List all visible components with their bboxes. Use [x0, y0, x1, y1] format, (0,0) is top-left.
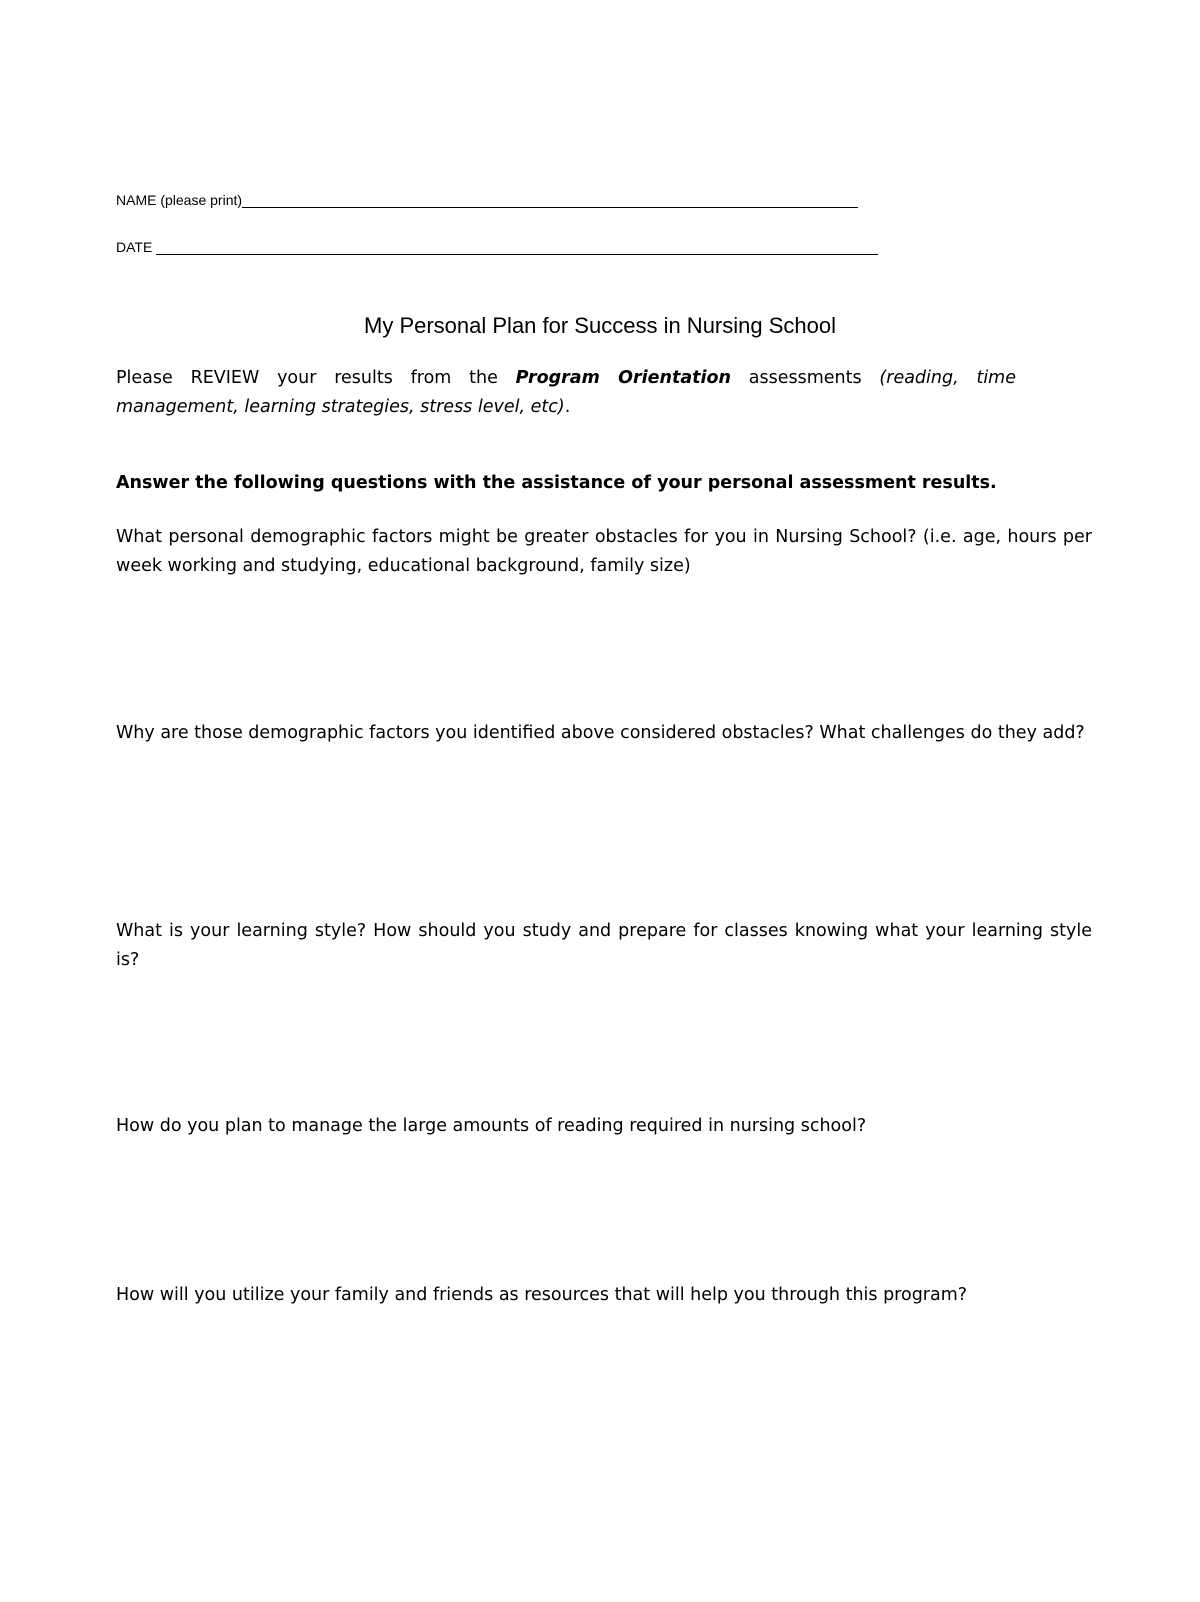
answer-area-4[interactable] — [116, 1145, 1092, 1265]
name-label: NAME (please print) — [116, 192, 243, 208]
answer-area-5[interactable] — [116, 1314, 1092, 1514]
review-instructions — [116, 364, 1016, 422]
answer-area-2[interactable] — [116, 781, 1092, 901]
question-reading-management: How do you plan to manage the large amounts of reading required in nursing school? — [116, 1116, 867, 1136]
question-demographic-obstacles: What personal demographic factors might be greater obstacles for you in Nursing School? (i.e. age, hours per week working and studying, educational background, family size) — [116, 527, 1092, 576]
date-label: DATE — [116, 239, 153, 255]
date-field-row — [116, 239, 878, 255]
answer-area-3[interactable] — [116, 979, 1092, 1099]
question-family-resources: How will you utilize your family and friends as resources that will help you through this program? — [116, 1285, 968, 1305]
review-emphasis: Program Orientation — [515, 368, 731, 388]
review-suffix: . — [564, 397, 571, 417]
question-obstacle-reasons: Why are those demographic factors you identified above considered obstacles? What challenges do they add? — [116, 723, 1085, 743]
answer-area-1[interactable] — [116, 585, 1092, 705]
question-learning-style: What is your learning style? How should you study and prepare for classes knowing what your learning style is? — [116, 921, 1092, 970]
date-input-line[interactable] — [156, 240, 878, 255]
review-italic-list: (reading, time management, learning strategies, stress level, etc) — [116, 368, 1016, 417]
answer-instruction: Answer the following questions with the assistance of your personal assessment results. — [116, 473, 997, 493]
name-field-row — [116, 192, 858, 208]
review-middle: assessments — [730, 368, 880, 388]
name-input-line[interactable] — [242, 193, 858, 208]
review-prefix: Please REVIEW your results from the — [116, 368, 516, 388]
page-title: My Personal Plan for Success in Nursing School — [364, 313, 836, 338]
